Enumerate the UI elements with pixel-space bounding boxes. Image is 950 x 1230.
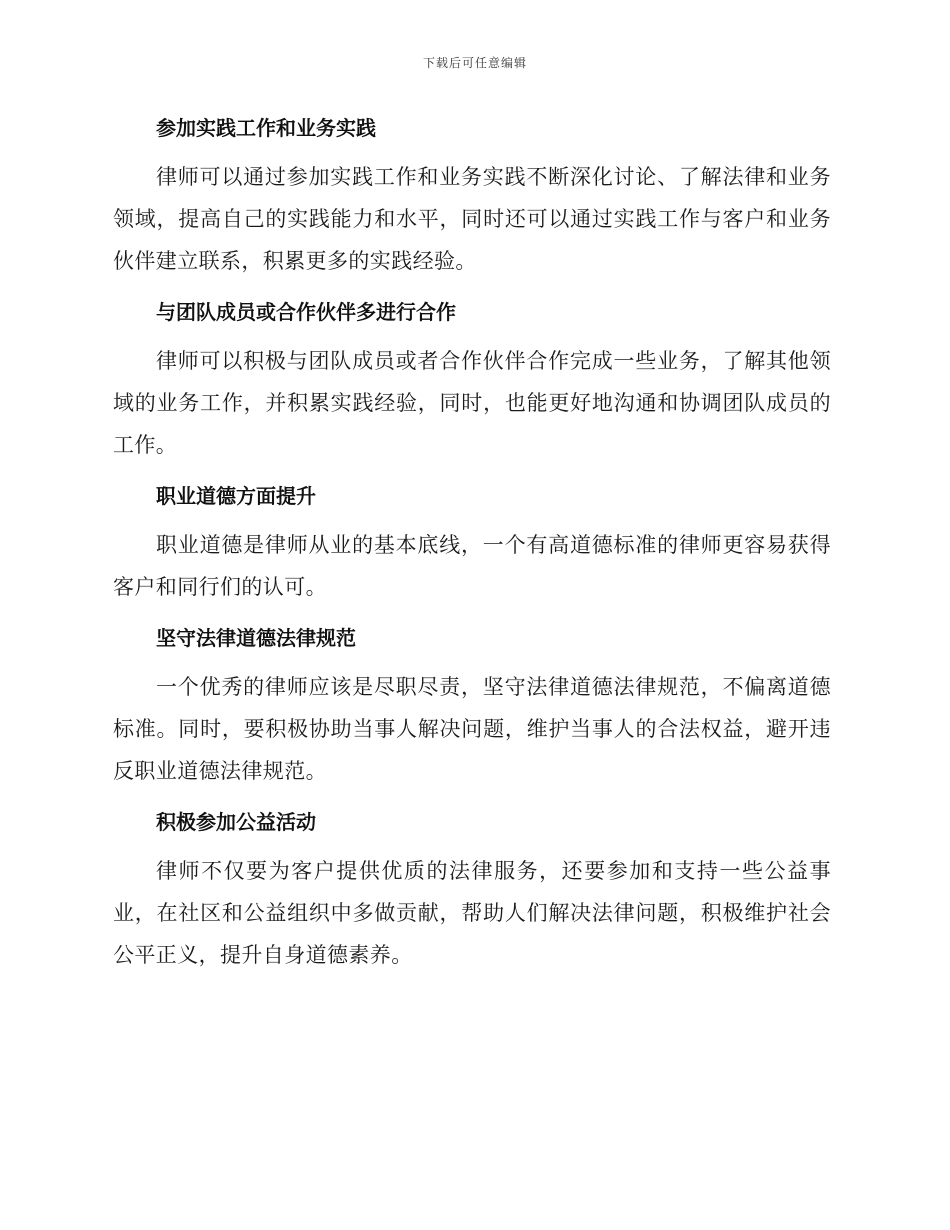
section-body-ethics: 职业道德是律师从业的基本底线，一个有高道德标准的律师更容易获得客户和同行们的认可。 — [113, 533, 831, 599]
section-body-teamwork: 律师可以积极与团队成员或者合作伙伴合作完成一些业务，了解其他领域的业务工作，并积累实践经验，同时，也能更好地沟通和协调团队成员的工作。 — [113, 349, 831, 457]
section-heading-ethics: 职业道德方面提升 — [156, 484, 316, 508]
section-body-norms: 一个优秀的律师应该是尽职尽责，坚守法律道德法律规范，不偏离道德标准。同时，要积极协助当事人解决问题，维护当事人的合法权益，避开违反职业道德法律规范。 — [113, 675, 831, 783]
document-content — [113, 108, 831, 986]
section-heading-practice: 参加实践工作和业务实践 — [156, 116, 376, 140]
header-note: 下载后可任意编辑 — [422, 56, 527, 70]
section-heading-teamwork: 与团队成员或合作伙伴多进行合作 — [156, 300, 456, 324]
section-heading-public-welfare: 积极参加公益活动 — [156, 810, 316, 834]
section-body-public-welfare: 律师不仅要为客户提供优质的法律服务，还要参加和支持一些公益事业，在社区和公益组织中多做贡献，帮助人们解决法律问题，积极维护社会公平正义，提升自身道德素养。 — [113, 859, 831, 967]
section-heading-norms: 坚守法律道德法律规范 — [156, 626, 356, 650]
section-body-practice: 律师可以通过参加实践工作和业务实践不断深化讨论、了解法律和业务领域，提高自己的实践能力和水平，同时还可以通过实践工作与客户和业务伙伴建立联系，积累更多的实践经验。 — [113, 165, 831, 273]
